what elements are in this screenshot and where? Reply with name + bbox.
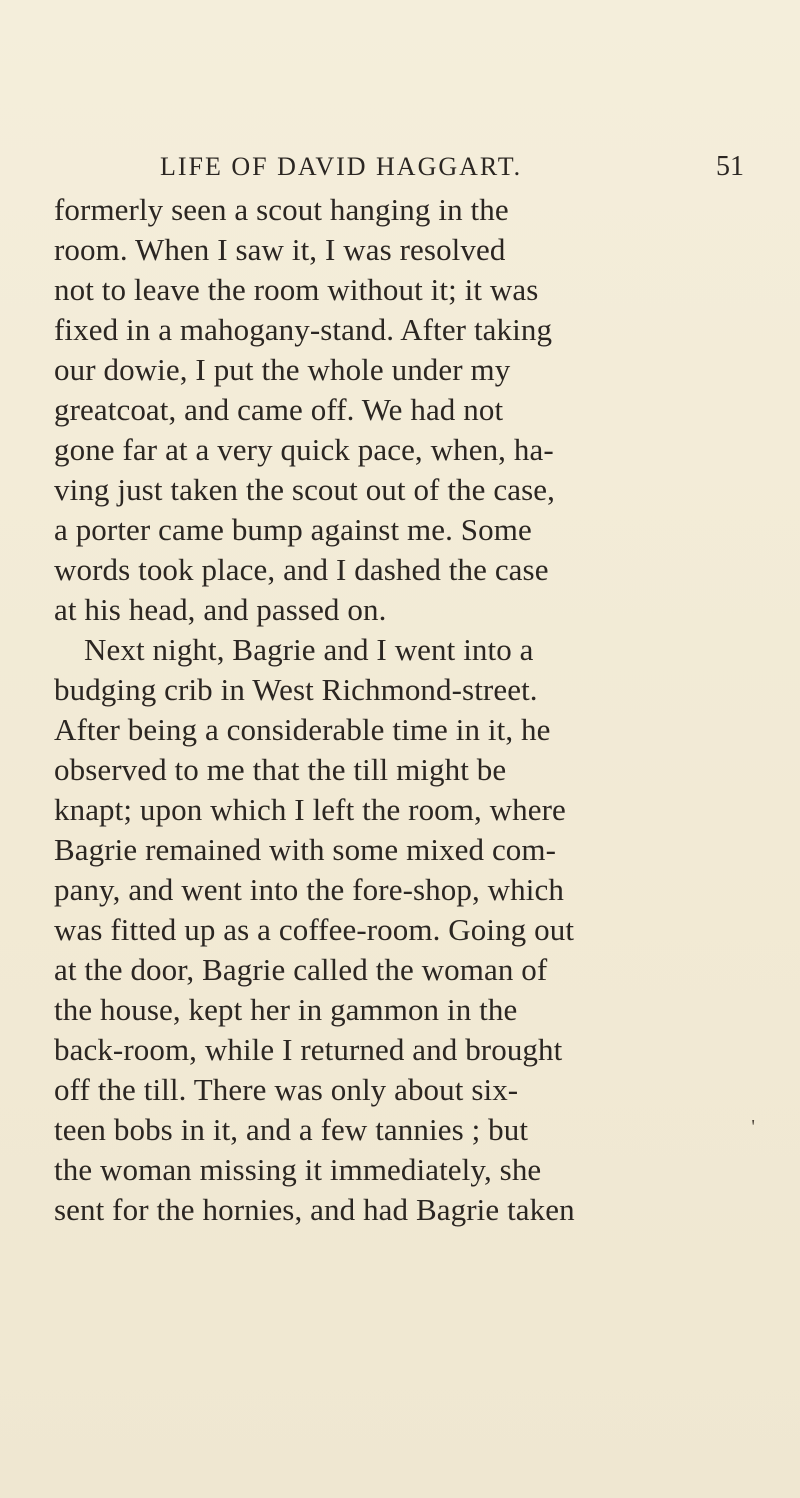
running-head — [0, 147, 800, 187]
text-line: greatcoat, and came off. We had not — [54, 392, 504, 427]
text-line: pany, and went into the fore-shop, which — [54, 872, 564, 907]
text-line: knapt; upon which I left the room, where — [54, 792, 566, 827]
text-line: room. When I saw it, I was resolved — [54, 232, 506, 267]
text-line: was fitted up as a coffee-room. Going out — [54, 912, 575, 947]
running-title: LIFE OF DAVID HAGGART. — [160, 152, 523, 181]
text-line: fixed in a mahogany-stand. After taking — [54, 312, 553, 347]
paragraph-start-line: Next night, Bagrie and I went into a — [84, 632, 534, 667]
text-line: After being a considerable time in it, he — [54, 712, 551, 747]
text-line: a porter came bump against me. Some — [54, 512, 532, 547]
text-line: not to leave the room without it; it was — [54, 272, 539, 307]
text-line: words took place, and I dashed the case — [54, 552, 549, 587]
text-line: at his head, and passed on. — [54, 592, 387, 627]
text-line: the house, kept her in gammon in the — [54, 992, 518, 1027]
text-line: at the door, Bagrie called the woman of — [54, 952, 548, 987]
text-line: our dowie, I put the whole under my — [54, 352, 511, 387]
text-line: back-room, while I returned and brought — [54, 1032, 563, 1067]
text-line: ving just taken the scout out of the case, — [54, 472, 555, 507]
text-line: budging crib in West Richmond-street. — [54, 672, 538, 707]
text-line: teen bobs in it, and a few tannies ; but — [54, 1112, 529, 1147]
text-line: Bagrie remained with some mixed com- — [54, 832, 557, 867]
text-line: off the till. There was only about six- — [54, 1072, 519, 1107]
page-number: 51 — [716, 151, 744, 182]
body-text — [54, 190, 754, 1230]
text-line: sent for the hornies, and had Bagrie taken — [54, 1192, 575, 1227]
text-line: the woman missing it immediately, she — [54, 1152, 542, 1187]
text-line: gone far at a very quick pace, when, ha- — [54, 432, 554, 467]
text-line: formerly seen a scout hanging in the — [54, 192, 509, 227]
text-line: observed to me that the till might be — [54, 752, 507, 787]
stray-print-mark: ' — [751, 1116, 755, 1138]
